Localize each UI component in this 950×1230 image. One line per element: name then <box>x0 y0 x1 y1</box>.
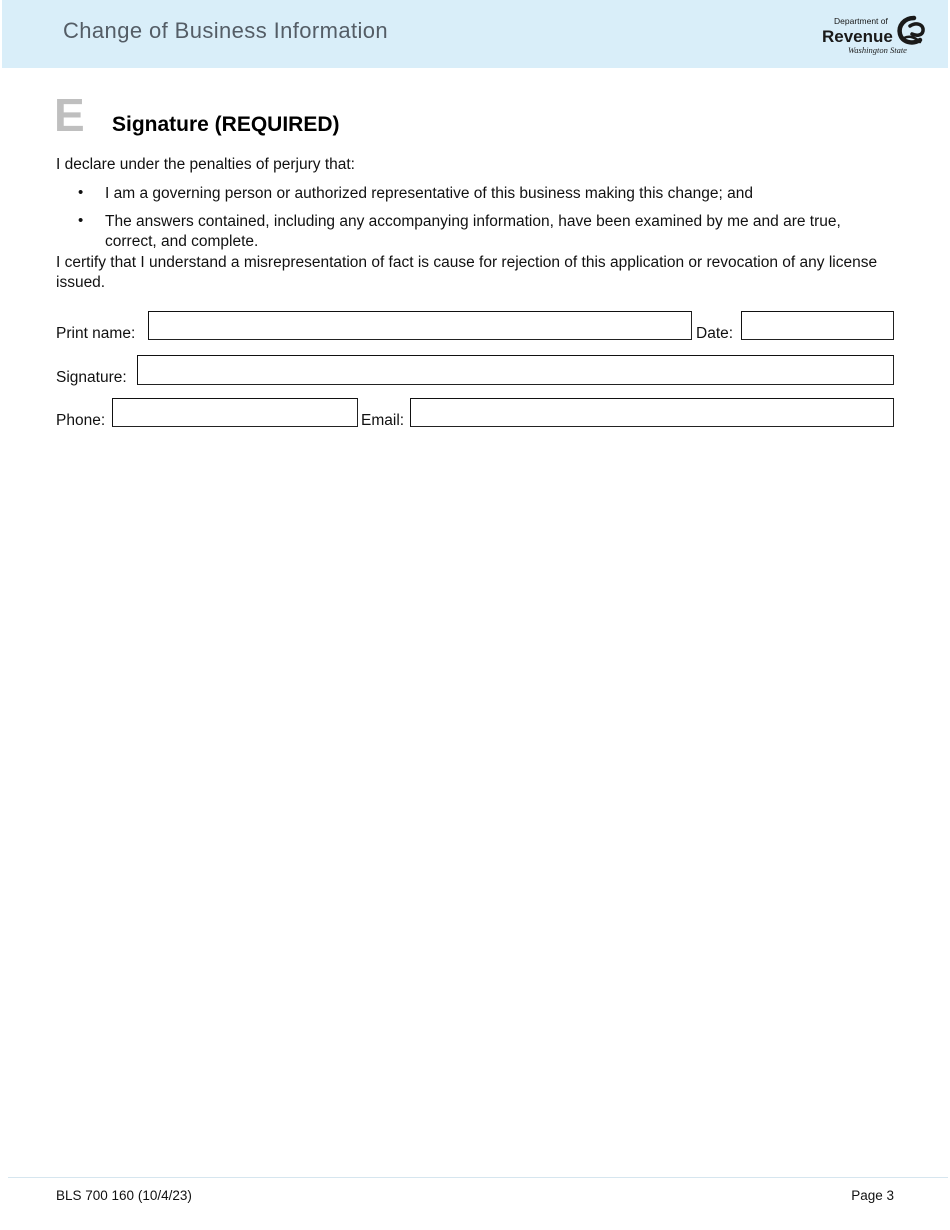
footer-divider <box>8 1177 948 1178</box>
declaration-bullet-1: I am a governing person or authorized representative of this business making this change; and <box>105 185 753 202</box>
email-label: Email: <box>361 412 405 429</box>
date-label: Date: <box>696 325 734 342</box>
signature-field[interactable] <box>137 355 894 385</box>
declaration-intro: I declare under the penalties of perjury that: <box>56 156 355 173</box>
section-title: Signature (REQUIRED) <box>112 113 340 136</box>
print-name-field[interactable] <box>148 311 692 340</box>
email-field[interactable] <box>410 398 894 427</box>
logo-line-3: Washington State <box>848 45 907 55</box>
page-header <box>2 0 948 68</box>
phone-label: Phone: <box>56 412 106 429</box>
revenue-emblem-icon <box>900 18 923 42</box>
logo-line-2: Revenue <box>822 27 893 46</box>
logo-line-1: Department of <box>834 16 888 26</box>
signature-label: Signature: <box>56 369 127 386</box>
date-field[interactable] <box>741 311 894 340</box>
form-number: BLS 700 160 (10/4/23) <box>56 1188 192 1203</box>
department-of-revenue-logo <box>820 12 930 58</box>
bullet-marker: • <box>78 184 84 201</box>
document-title: Change of Business Information <box>63 18 389 43</box>
section-letter: E <box>54 89 85 141</box>
bullet-marker: • <box>78 212 84 229</box>
declaration-bullet-2: The answers contained, including any accompanying information, have been examined by me and are true, correct, and complete. <box>105 213 841 250</box>
certify-statement: I certify that I understand a misrepresentation of fact is cause for rejection of this application or revocation of any license issued. <box>56 254 878 291</box>
print-name-label: Print name: <box>56 325 136 342</box>
page-number: Page 3 <box>851 1188 894 1203</box>
phone-field[interactable] <box>112 398 358 427</box>
